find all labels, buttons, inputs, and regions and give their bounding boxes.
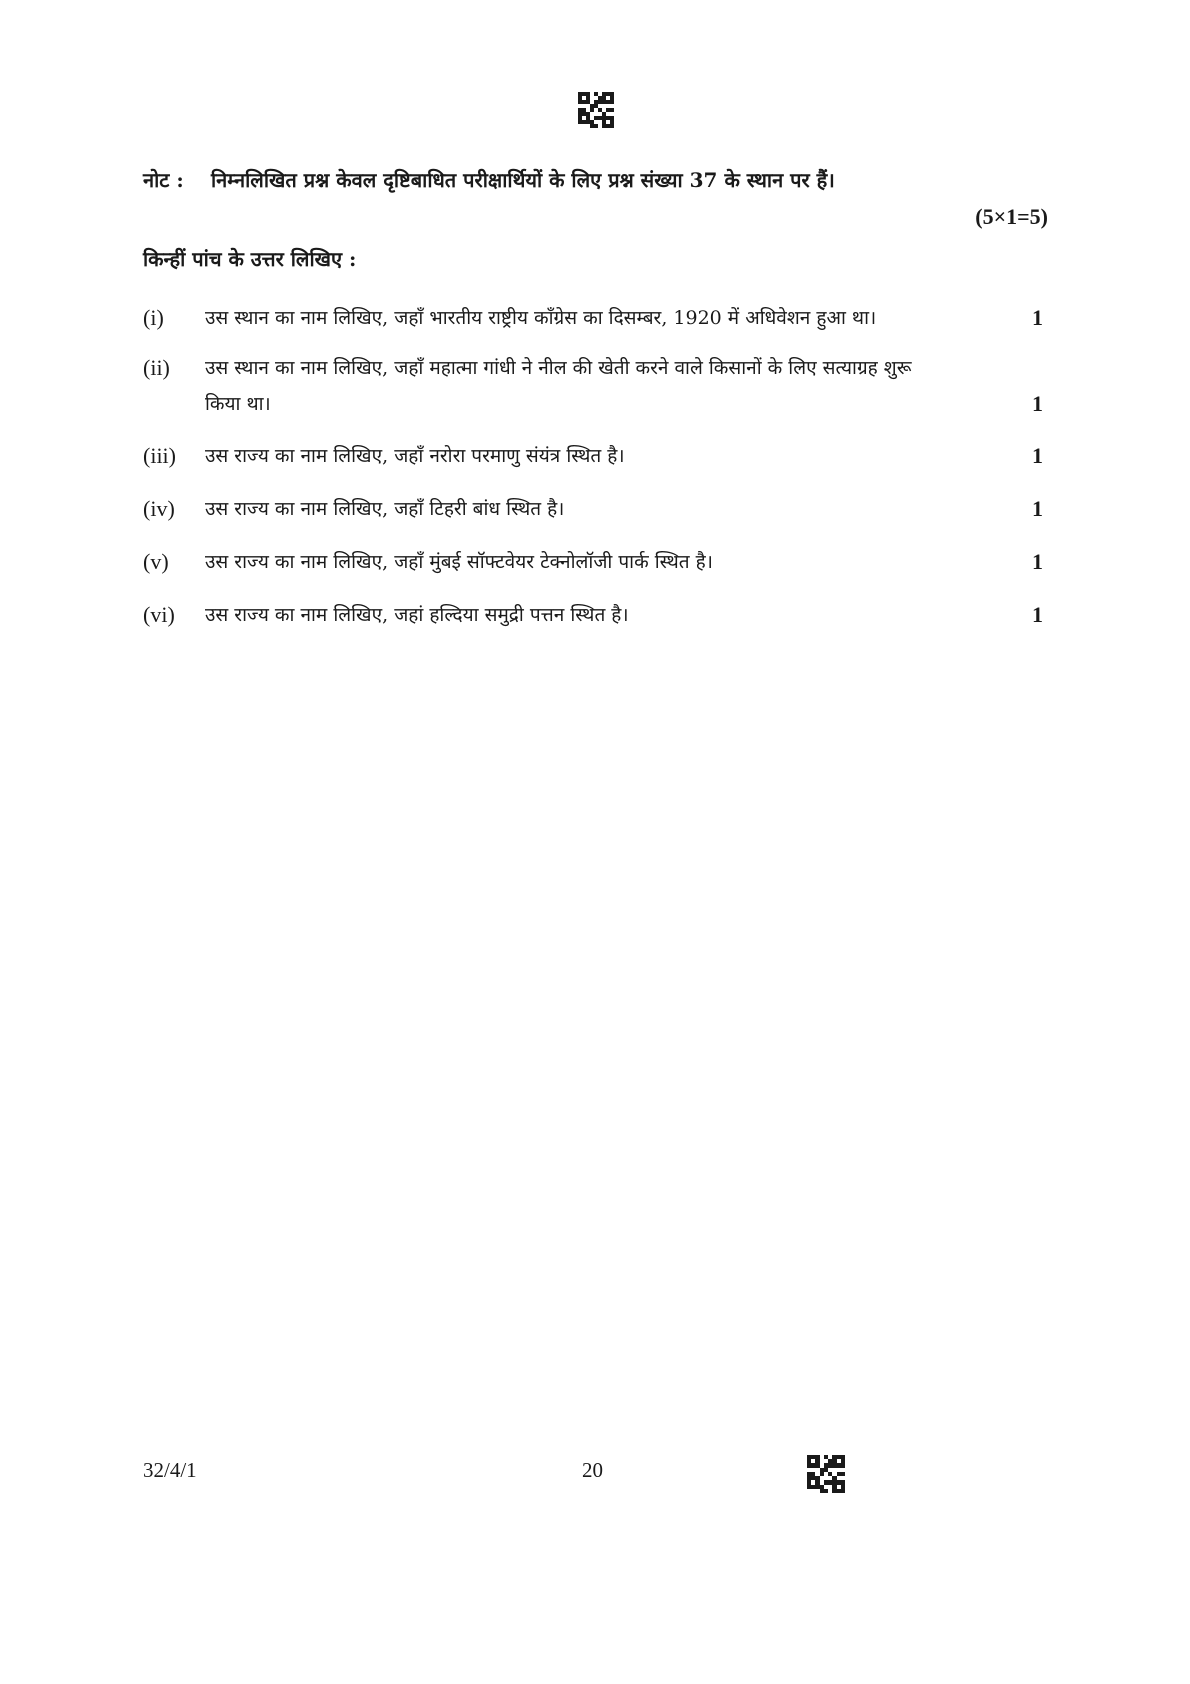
question-marks: 1 (1032, 391, 1043, 416)
question-text: उस राज्य का नाम लिखिए, जहाँ टिहरी बांध स्थित है। (205, 498, 565, 520)
question-number: (iv) (143, 496, 175, 521)
instruction: किन्हीं पांच के उत्तर लिखिए : (143, 247, 357, 271)
qr-code-icon (578, 92, 614, 128)
question-text: उस राज्य का नाम लिखिए, जहां हल्दिया समुद्री पत्तन स्थित है। (205, 604, 629, 626)
question-item (143, 491, 1043, 527)
page-number: 20 (582, 1458, 603, 1482)
note-marks: (5×1=5) (975, 204, 1048, 229)
question-marks: 1 (1032, 549, 1043, 574)
qr-code-icon (807, 1455, 845, 1493)
question-marks: 1 (1032, 305, 1043, 330)
question-number: (vi) (143, 602, 175, 627)
question-marks: 1 (1032, 496, 1043, 521)
note-label: नोट : (143, 168, 184, 192)
question-item (143, 350, 1043, 422)
question-item (143, 597, 1043, 633)
question-marks: 1 (1032, 602, 1043, 627)
question-number: (ii) (143, 355, 170, 380)
question-number: (iii) (143, 443, 176, 468)
question-number: (i) (143, 305, 164, 330)
question-number: (v) (143, 549, 169, 574)
question-list (143, 300, 1043, 633)
question-text: उस स्थान का नाम लिखिए, जहाँ भारतीय राष्ट्रीय काँग्रेस का दिसम्बर, 1920 में अधिवेशन हुआ था। (205, 307, 877, 329)
note-text: निम्नलिखित प्रश्न केवल दृष्टिबाधित परीक्षार्थियों के लिए प्रश्न संख्या 37 के स्थान पर हैं। (211, 168, 835, 192)
paper-code: 32/4/1 (143, 1458, 197, 1482)
question-item (143, 438, 1043, 474)
question-text: उस राज्य का नाम लिखिए, जहाँ मुंबई सॉफ्टवेयर टेक्नोलॉजी पार्क स्थित है। (205, 551, 713, 573)
note-block (143, 162, 1048, 229)
question-text: उस राज्य का नाम लिखिए, जहाँ नरोरा परमाणु संयंत्र स्थित है। (205, 445, 625, 467)
question-item (143, 300, 1043, 336)
question-text: उस स्थान का नाम लिखिए, जहाँ महात्मा गांधी ने नील की खेती करने वाले किसानों के लिए सत्याग्रह शुरू किया था। (205, 357, 912, 415)
question-item (143, 544, 1043, 580)
question-marks: 1 (1032, 443, 1043, 468)
